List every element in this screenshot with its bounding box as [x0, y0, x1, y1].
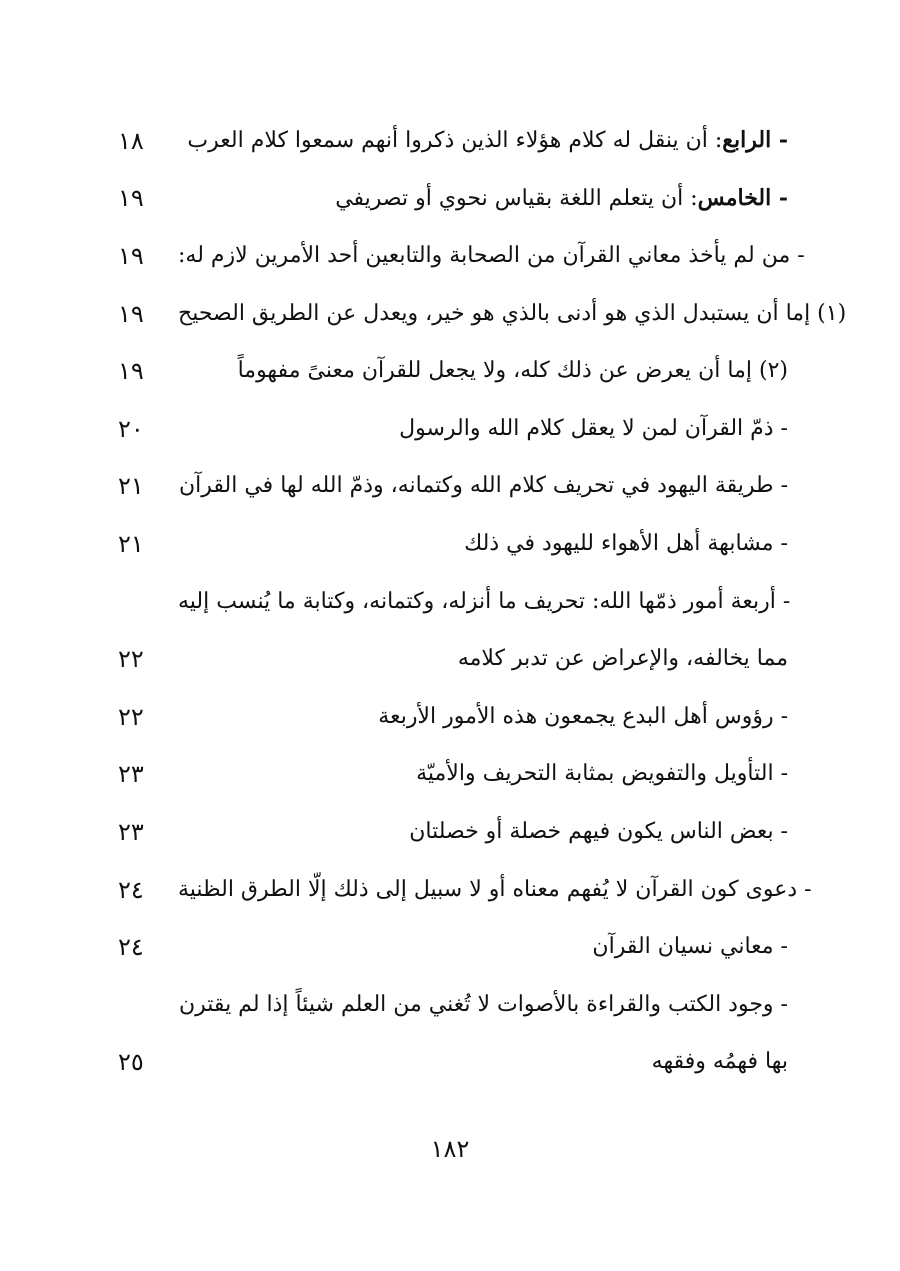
toc-page-number: ٢٣: [118, 760, 144, 789]
toc-entry: [118, 515, 788, 573]
toc-entry-text: [178, 129, 788, 152]
toc-page-number: ٢٣: [118, 817, 144, 846]
toc-entry-text: - التأويل والتفويض بمثابة التحريف والأميّة: [416, 761, 788, 787]
toc-page-number: ٢٤: [118, 933, 144, 962]
toc-entry: [118, 112, 788, 170]
toc-entry-text: - ذمّ القرآن لمن لا يعقل كلام الله والرسول: [399, 415, 788, 441]
toc-page-number: ١٩: [118, 241, 144, 270]
toc-entry-text: - دعوى كون القرآن لا يُفهم معناه أو لا سبيل إلى ذلك إلّا الطرق الظنية: [178, 876, 812, 902]
toc-entry-text: - رؤوس أهل البدع يجمعون هذه الأمور الأربعة: [378, 703, 788, 729]
toc-entry: [118, 688, 788, 746]
toc-entry: [118, 630, 788, 688]
toc-page-number: ١٩: [118, 299, 144, 328]
toc-entry-text: (٢) إما أن يعرض عن ذلك كله، ولا يجعل للقرآن معنىً مفهوماً: [237, 358, 788, 384]
toc-entry-text: مما يخالفه، والإعراض عن تدبر كلامه: [457, 646, 788, 672]
toc-entry-text: - بعض الناس يكون فيهم خصلة أو خصلتان: [409, 818, 788, 844]
toc-entry: [118, 458, 788, 516]
toc-entry-text: - من لم يأخذ معاني القرآن من الصحابة والتابعين أحد الأمرين لازم له:: [178, 242, 805, 268]
toc-entry: [118, 803, 788, 861]
toc-entry: [118, 918, 788, 976]
table-of-contents: [118, 112, 847, 1091]
toc-entry-heading: - الخامس: [697, 184, 788, 211]
toc-page-number: ٢٠: [118, 414, 144, 443]
toc-entry: [118, 861, 812, 919]
toc-entry: [118, 976, 788, 1034]
toc-entry-body: : أن يتعلم اللغة بقياس نحوي أو تصريفي: [335, 185, 698, 211]
page-number: ١٨٢: [430, 1135, 470, 1163]
toc-entry-text: بها فهمُه وفقهه: [651, 1049, 788, 1075]
toc-page-number: ١٨: [118, 126, 144, 155]
toc-entry: [118, 400, 788, 458]
toc-entry-body: : أن ينقل له كلام هؤلاء الذين ذكروا أنهم سمعوا كلام العرب: [187, 128, 723, 154]
toc-entry-text: - أربعة أمور ذمّها الله: تحريف ما أنزله، وكتمانه، وكتابة ما يُنسب إليه: [178, 588, 791, 614]
toc-page-number: ٢٥: [118, 1048, 144, 1077]
toc-entry-text: - معاني نسيان القرآن: [592, 934, 788, 960]
toc-entry-text: - طريقة اليهود في تحريف كلام الله وكتمانه، وذمّ الله لها في القرآن: [179, 473, 788, 499]
toc-page-number: ٢٢: [118, 645, 144, 674]
toc-entry-heading: - الرابع: [722, 127, 788, 154]
toc-entry: [118, 227, 805, 285]
toc-entry-text: - مشابهة أهل الأهواء لليهود في ذلك: [464, 530, 788, 556]
toc-entry-text: [178, 184, 788, 211]
toc-page-number: ١٩: [118, 184, 144, 213]
toc-entry: [118, 746, 788, 804]
toc-entry: [118, 170, 788, 228]
toc-page-number: ٢١: [118, 529, 144, 558]
toc-page-number: ٢٤: [118, 875, 144, 904]
toc-entry: [118, 573, 791, 631]
toc-entry: [118, 285, 847, 343]
toc-page-number: ٢١: [118, 472, 144, 501]
toc-entry: [118, 342, 788, 400]
toc-entry-text: - وجود الكتب والقراءة بالأصوات لا تُغني من العلم شيئاً إذا لم يقترن: [179, 991, 788, 1017]
toc-page-number: ١٩: [118, 357, 144, 386]
toc-page-number: ٢٢: [118, 702, 144, 731]
toc-entry-text: (١) إما أن يستبدل الذي هو أدنى بالذي هو خير، ويعدل عن الطريق الصحيح: [178, 300, 847, 326]
toc-entry: [118, 1034, 788, 1092]
